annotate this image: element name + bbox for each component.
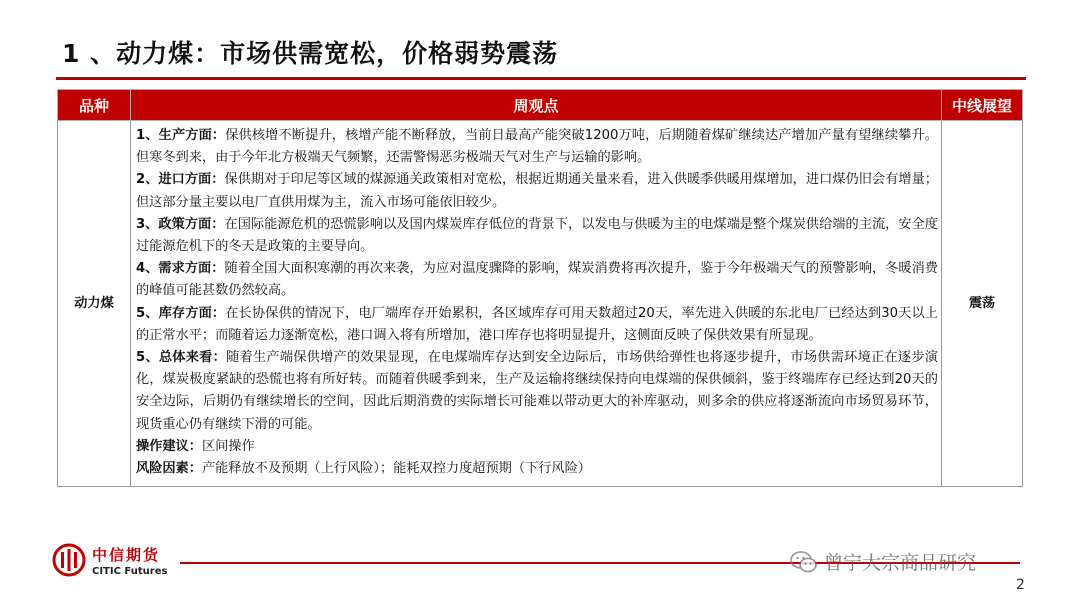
paragraph-text: 在国际能源危机的恐慌影响以及国内煤炭库存低位的背景下，以发电与供暖为主的电煤端是整个煤炭供给端的主流，安全度过能源危机下的冬天是政策的主要导向。 [136,216,938,255]
watermark-text: 曾宁大宗商品研究 [824,552,977,574]
paragraph-text: 保供期对于印尼等区域的煤源通关政策相对宽松，根据近期通关量来看，进入供暖季供暖用煤增加，进口煤仍旧会有增量；但这部分量主要以电厂直供用煤为主，流入市场可能依旧较少。 [136,172,938,210]
title-divider [56,77,1026,80]
logo-text-en: CITIC Futures [92,565,168,577]
outlook-cell: 震荡 [942,121,1023,487]
logo-text-cn: 中信期货 [92,545,161,564]
category-cell: 动力煤 [58,121,131,487]
paragraph-label: 4、需求方面： [136,261,225,277]
view-paragraph-demand [136,258,938,302]
paragraph-label: 2、进口方面： [136,172,225,188]
weekly-view-table [57,89,1023,487]
view-paragraph-import [136,169,938,213]
paragraph-text: 区间操作 [201,438,255,454]
paragraph-text: 随着生产端保供增产的效果显现，在电煤端库存达到安全边际后，市场供给弹性也将逐步提升，市场供需环境正在逐步演化，煤炭极度紧缺的恐慌也将有所好转。而随着供暖季到来，生产及运输将继续保持向电煤端的保供倾斜，鉴于终端库存已经达到20天的安全边际，后期仍有继续增长的空间，因此后期消费的实际增长可能难以带动更大的补库驱动，则多余的供应将逐渐流向市场贸易环节，现货重心仍有继续下滑的可能。 [136,350,938,432]
paragraph-label: 风险因素： [136,461,202,477]
paragraph-label: 5、库存方面： [136,305,226,321]
paragraph-text: 保供核增不断提升，核增产能不断释放，当前日最高产能突破1200万吨，后期随着煤矿继续达产增加产量有望继续攀升。但寒冬到来，由于今年北方极端天气频繁，还需警惕恶劣极端天气对生产与运输的影响。 [136,128,938,166]
paragraph-text: 随着全国大面积寒潮的再次来袭，为应对温度骤降的影响，煤炭消费将再次提升，鉴于今年极端天气的预警影响，冬暖消费的峰值可能甚数仍然较高。 [136,261,938,299]
view-paragraph-overall [136,347,938,436]
weekly-view-cell [131,121,942,487]
view-paragraph-suggestion [136,436,938,458]
header-category: 品种 [58,90,131,121]
paragraph-text: 在长协保供的情况下，电厂端库存开始累积，各区域库存可用天数超过20天，率先进入供暖的东北电厂已经达到30天以上的正常水平；而随着运力逐渐宽松，港口调入将有所增加，港口库存也将明显提升，这侧面反映了保供效果有所显现。 [136,305,938,343]
paragraph-text: 产能释放不及预期（上行风险）；能耗双控力度超预期（下行风险） [201,461,591,477]
view-paragraph-risk [136,458,938,480]
table-row [58,121,1023,487]
paragraph-label: 操作建议： [136,438,202,454]
paragraph-label: 3、政策方面： [136,216,225,232]
view-paragraph-inventory [136,303,938,347]
table-header-row [58,90,1023,121]
citic-futures-logo [52,543,167,577]
view-paragraph-production [136,125,938,169]
wechat-icon [790,550,818,574]
paragraph-label: 5、总体来看： [136,350,227,366]
header-weekly-view: 周观点 [131,90,942,121]
page-title: 1 、动力煤：市场供需宽松，价格弱势震荡 [62,39,559,68]
page-number: 2 [1016,577,1025,593]
header-outlook: 中线展望 [942,90,1023,121]
citic-logo-icon [52,543,86,577]
view-paragraph-policy [136,214,938,258]
paragraph-label: 1、生产方面： [136,128,226,143]
watermark [790,548,976,575]
